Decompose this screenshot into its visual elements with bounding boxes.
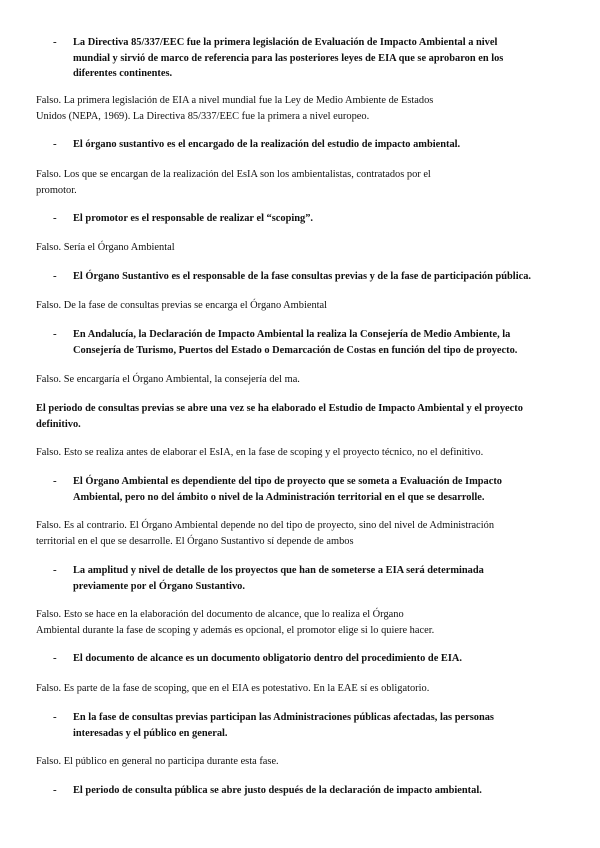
answer-5 [36, 372, 568, 388]
statement-line: El Órgano Ambiental es dependiente del tipo de proyecto que se someta a Evaluación de Impacto [73, 476, 502, 487]
statement-1 [73, 35, 563, 82]
statement-line: El documento de alcance es un documento obligatorio dentro del procedimiento de EIA. [73, 653, 462, 664]
answer-line: Falso. Los que se encargan de la realización del EsIA son los ambientalistas, contratados por el [36, 169, 431, 180]
statement-10 [73, 710, 563, 741]
answer-1 [36, 93, 568, 124]
bullet-dash: - [53, 564, 57, 576]
statement-line: La Directiva 85/337/EEC fue la primera legislación de Evaluación de Impacto Ambiental a nivel [73, 37, 498, 48]
statement-line: Consejería de Turismo, Puertos del Estado o Demarcación de Costas en función del tipo de proyecto. [73, 344, 518, 356]
answer-line: Falso. Sería el Órgano Ambiental [36, 242, 175, 253]
statement-3 [73, 211, 563, 227]
statement-line: El periodo de consultas previas se abre una vez se ha elaborado el Estudio de Impacto Ambiental y el proyecto [36, 403, 523, 414]
statement-2 [73, 137, 563, 153]
answer-2 [36, 167, 568, 198]
answer-line: Falso. Es parte de la fase de scoping, que en el EIA es potestativo. En la EAE sí es obligatorio. [36, 683, 430, 694]
statement-line: La amplitud y nivel de detalle de los proyectos que han de someterse a EIA será determinada [73, 565, 484, 576]
answer-7 [36, 518, 568, 549]
statement-9 [73, 651, 563, 667]
bullet-dash: - [53, 270, 57, 282]
statement-line: diferentes continentes. [73, 68, 173, 79]
statement-line: En la fase de consultas previas participan las Administraciones públicas afectadas, las personas [73, 712, 494, 723]
answer-8 [36, 607, 568, 638]
statement-8 [73, 563, 563, 594]
answer-3 [36, 240, 568, 256]
answer-line: Ambiental durante la fase de scoping y además es opcional, el promotor elige si lo quiere hacer. [36, 624, 435, 636]
answer-line: Falso. De la fase de consultas previas se encarga el Órgano Ambiental [36, 300, 328, 311]
statement-line: En Andalucía, la Declaración de Impacto Ambiental la realiza la Consejería de Medio Ambiente, la [73, 329, 511, 340]
statement-line: El promotor es el responsable de realizar el “scoping”. [73, 213, 314, 224]
statement-7 [73, 474, 563, 505]
statement-line: El Órgano Sustantivo es el responsable de la fase consultas previas y de la fase de participación pública. [73, 271, 531, 282]
statement-6 [36, 401, 568, 432]
statement-line: previamente por el Órgano Sustantivo. [73, 580, 245, 592]
answer-line: Falso. La primera legislación de EIA a nivel mundial fue la Ley de Medio Ambiente de Estados [36, 95, 434, 106]
statement-line: definitivo. [36, 418, 81, 430]
bullet-dash: - [53, 328, 57, 340]
bullet-dash: - [53, 652, 57, 664]
answer-line: Unidos (NEPA, 1969). La Directiva 85/337/EEC fue la primera a nivel europeo. [36, 110, 370, 122]
statement-11 [73, 783, 563, 799]
answer-line: Falso. El público en general no participa durante esta fase. [36, 756, 279, 767]
bullet-dash: - [53, 711, 57, 723]
statement-line: interesadas y el público en general. [73, 727, 228, 739]
answer-9 [36, 681, 568, 697]
bullet-dash: - [53, 784, 57, 796]
statement-line: El órgano sustantivo es el encargado de la realización del estudio de impacto ambiental. [73, 139, 461, 150]
bullet-dash: - [53, 212, 57, 224]
bullet-dash: - [53, 138, 57, 150]
statement-4 [73, 269, 563, 285]
answer-line: Falso. Es al contrario. El Órgano Ambiental depende no del tipo de proyecto, sino del nivel de Administración [36, 520, 495, 531]
answer-line: promotor. [36, 184, 77, 196]
answer-line: Falso. Esto se realiza antes de elaborar el EsIA, en la fase de scoping y el proyecto técnico, no el definitivo. [36, 447, 484, 458]
bullet-dash: - [53, 36, 57, 48]
bullet-dash: - [53, 475, 57, 487]
answer-4 [36, 298, 568, 314]
statement-line: mundial y sirvió de marco de referencia para las posteriores leyes de EIA que se aprobaron en los [73, 52, 504, 64]
statement-line: El periodo de consulta pública se abre justo después de la declaración de impacto ambiental. [73, 785, 482, 796]
statement-5 [73, 327, 563, 358]
answer-line: Falso. Se encargaría el Órgano Ambiental, la consejería del ma. [36, 374, 300, 385]
answer-line: Falso. Esto se hace en la elaboración del documento de alcance, que lo realiza el Órgano [36, 609, 404, 620]
answer-10 [36, 754, 568, 770]
statement-line: Ambiental, pero no del ámbito o nivel de la Administración territorial en el que se desarrolle. [73, 491, 485, 503]
answer-line: territorial en el que se desarrolle. El Órgano Sustantivo sí depende de ambos [36, 535, 354, 547]
answer-6 [36, 445, 568, 461]
